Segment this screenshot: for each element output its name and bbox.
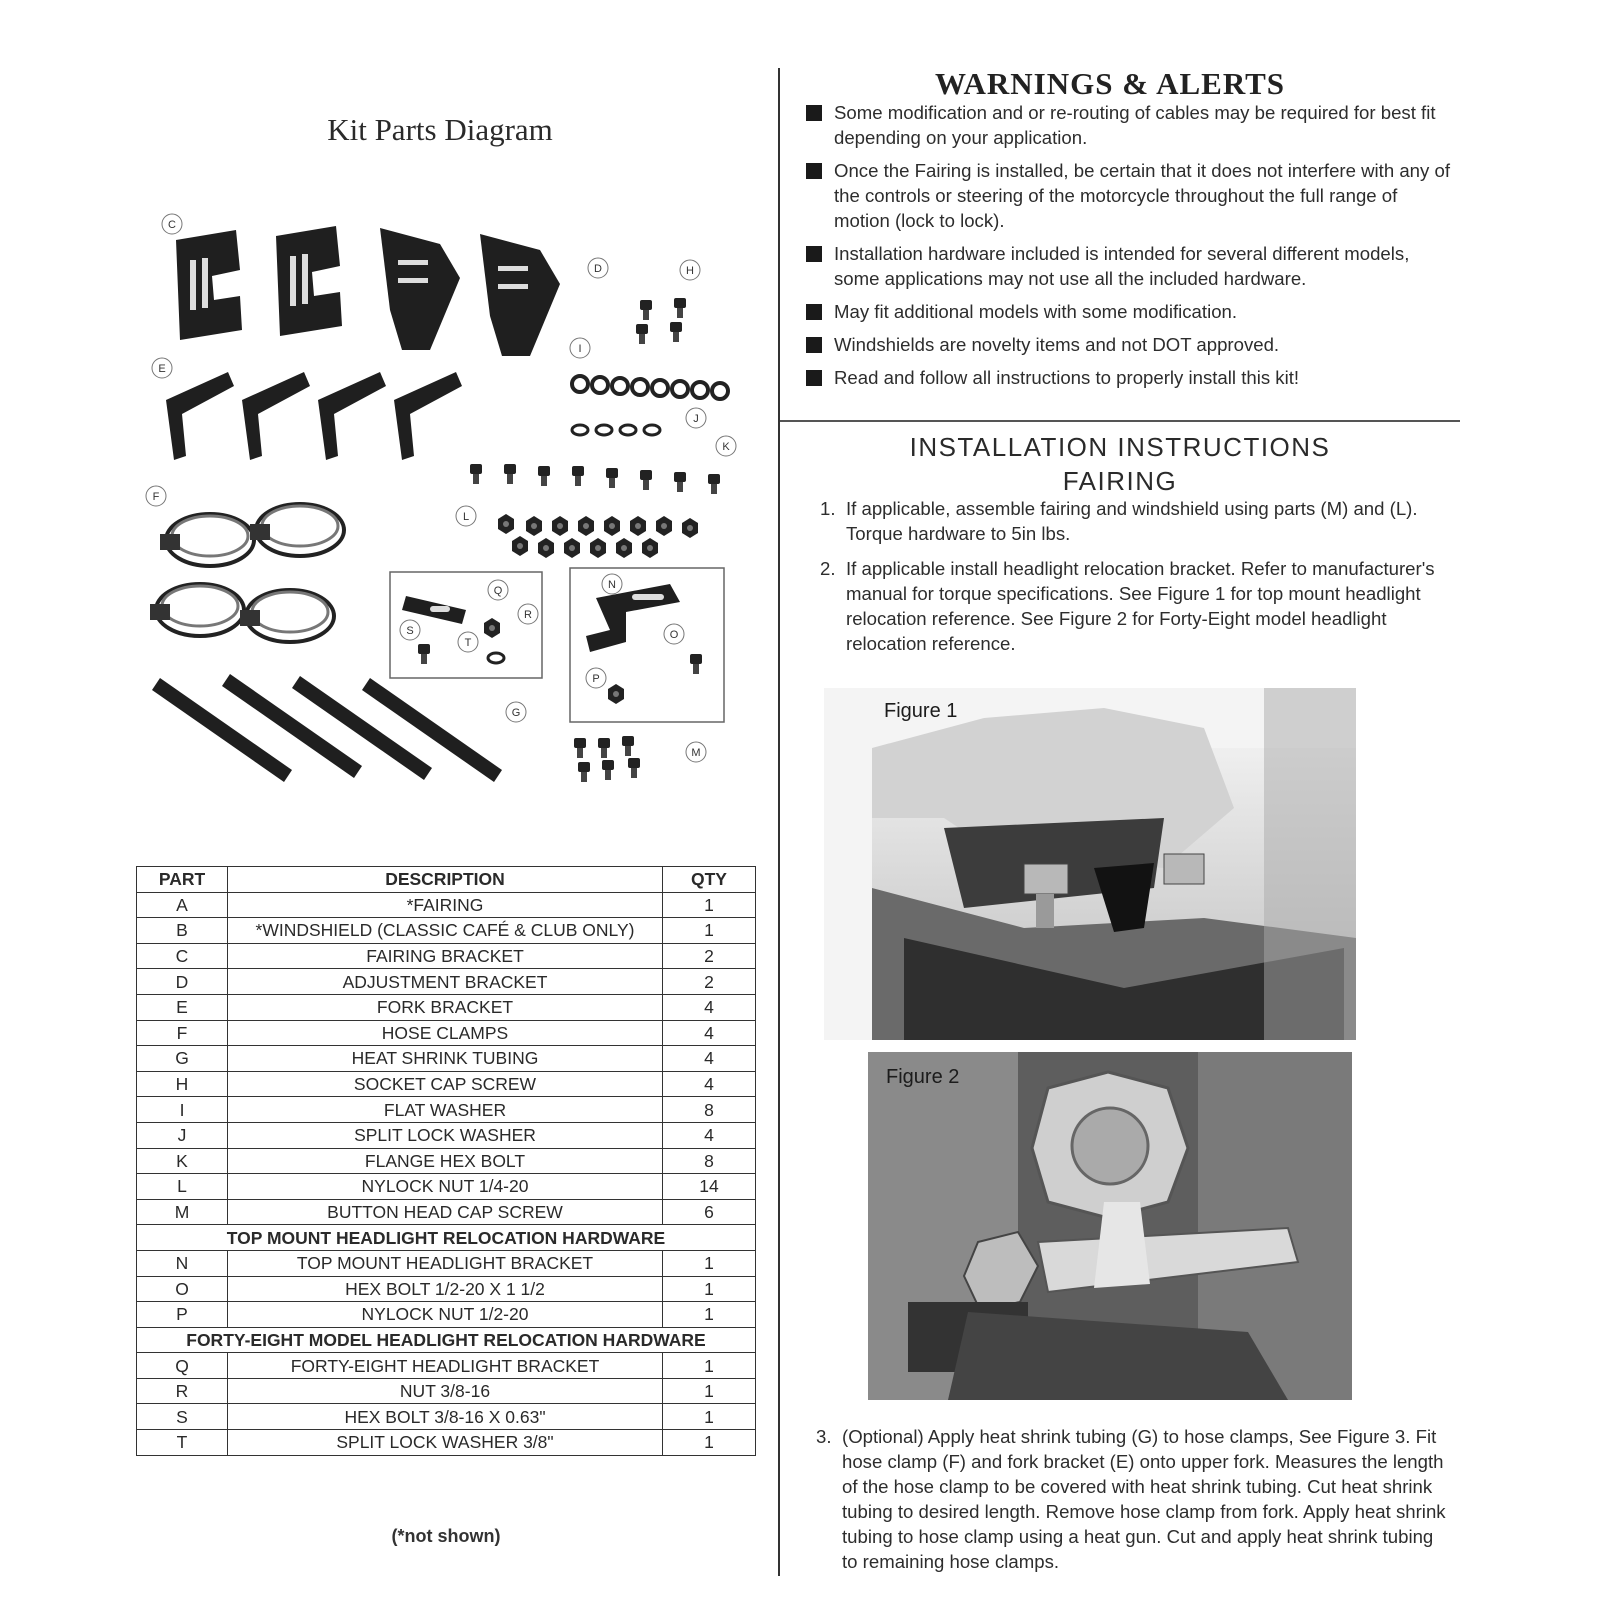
svg-text:T: T [464, 637, 472, 649]
cell-qty: 4 [663, 1046, 756, 1072]
fairing-subheading: FAIRING [1062, 466, 1178, 496]
table-row [137, 1353, 756, 1379]
callout-h [680, 260, 700, 280]
cell-part: I [137, 1097, 228, 1123]
cell-qty: 2 [663, 969, 756, 995]
cell-part: Q [137, 1353, 228, 1379]
svg-text:H: H [686, 265, 694, 277]
callout-l [456, 506, 476, 526]
table-row [137, 1430, 756, 1456]
figure-2 [868, 1052, 1352, 1400]
callout-c [162, 214, 182, 234]
step-text: (Optional) Apply heat shrink tubing (G) to hose clamps, See Figure 3. Fit hose clamp (F) and fork bracket (E) onto upper fork. Measures the length of the hose clamp to be covered with heat shrink tubing. Cut heat shrink tubing to desired length. Remove hose clamp from fork. Apply heat shrink tubing to hose clamp using a heat gun. Cut and apply heat shrink tubing to remaining hose clamps. [842, 1426, 1446, 1572]
figure-1-photo [824, 688, 1356, 1040]
cell-description: FORTY-EIGHT HEADLIGHT BRACKET [228, 1353, 663, 1379]
cell-qty: 8 [663, 1148, 756, 1174]
warning-item: May fit additional models with some modification. [806, 299, 1456, 324]
cell-description: SPLIT LOCK WASHER [228, 1122, 663, 1148]
cell-qty: 1 [663, 1404, 756, 1430]
table-row [137, 1148, 756, 1174]
cell-part: R [137, 1378, 228, 1404]
cell-part: D [137, 969, 228, 995]
socket-cap-screw-h [636, 298, 686, 344]
svg-text:O: O [669, 629, 679, 641]
diagram-title: Kit Parts Diagram [327, 112, 553, 147]
cell-qty: 4 [663, 1071, 756, 1097]
warning-item: Some modification and or re-routing of cables may be required for best fit depending on your application. [806, 100, 1456, 150]
callout-j [686, 408, 706, 428]
cell-part: J [137, 1122, 228, 1148]
cell-description: *FAIRING [228, 892, 663, 918]
cell-qty: 1 [663, 918, 756, 944]
cell-part: A [137, 892, 228, 918]
table-row [137, 1071, 756, 1097]
cell-description: *WINDSHIELD (CLASSIC CAFÉ & CLUB ONLY) [228, 918, 663, 944]
step-text: If applicable install headlight relocation bracket. Refer to manufacturer's manual for torque specifications. See Figure 1 for top mount headlight relocation reference. See Figure 2 for Forty-Eight model headlight relocation reference. [846, 558, 1435, 654]
svg-text:N: N [608, 579, 616, 591]
table-row [137, 1199, 756, 1225]
fairing-bracket-c [176, 226, 342, 340]
figure-2-label: Figure 2 [886, 1066, 960, 1088]
installation-title [800, 430, 1440, 498]
cell-qty: 1 [663, 1378, 756, 1404]
svg-text:S: S [406, 625, 414, 637]
callout-o [664, 624, 684, 644]
cell-qty: 14 [663, 1174, 756, 1200]
warning-item: Read and follow all instructions to properly install this kit! [806, 365, 1456, 390]
cell-description: BUTTON HEAD CAP SCREW [228, 1199, 663, 1225]
kit-parts-illustration [140, 200, 760, 820]
svg-text:G: G [511, 707, 521, 719]
cell-description: NYLOCK NUT 1/4-20 [228, 1174, 663, 1200]
table-section-row [137, 1327, 756, 1353]
warning-item: Installation hardware included is intended for several different models, some applications may not use all the included hardware. [806, 241, 1456, 291]
table-section-row [137, 1225, 756, 1251]
cell-qty: 1 [663, 1302, 756, 1328]
table-row [137, 943, 756, 969]
figure-1 [824, 688, 1356, 1040]
cell-qty: 2 [663, 943, 756, 969]
section-divider [780, 420, 1460, 422]
square-bullet-icon [806, 105, 822, 121]
cell-qty: 6 [663, 1199, 756, 1225]
callout-f [146, 486, 166, 506]
split-lock-washer-j [572, 425, 660, 435]
nylock-nut-l [498, 514, 698, 558]
cell-part: S [137, 1404, 228, 1430]
cell-qty: 4 [663, 1122, 756, 1148]
svg-text:R: R [524, 609, 532, 621]
cell-description: HOSE CLAMPS [228, 1020, 663, 1046]
cell-description: HEAT SHRINK TUBING [228, 1046, 663, 1072]
svg-text:F: F [152, 491, 160, 503]
warning-item: Windshields are novelty items and not DOT approved. [806, 332, 1456, 357]
table-row [137, 1404, 756, 1430]
cell-part: P [137, 1302, 228, 1328]
callout-m [686, 742, 706, 762]
parts-table [136, 866, 756, 1456]
svg-text:L: L [462, 511, 470, 523]
table-row [137, 1250, 756, 1276]
callout-q [488, 580, 508, 600]
cell-part: H [137, 1071, 228, 1097]
not-shown-note: (*not shown) [391, 1526, 501, 1546]
heat-shrink-tubing-g [152, 674, 502, 782]
cell-description: FAIRING BRACKET [228, 943, 663, 969]
callout-d [588, 258, 608, 278]
cell-description: TOP MOUNT HEADLIGHT BRACKET [228, 1250, 663, 1276]
step-text: If applicable, assemble fairing and windshield using parts (M) and (L). Torque hardware to 5in lbs. [846, 498, 1418, 544]
cell-description: NYLOCK NUT 1/2-20 [228, 1302, 663, 1328]
svg-text:I: I [578, 343, 582, 355]
callout-k [716, 436, 736, 456]
step-3 [816, 1424, 1448, 1574]
cell-part: O [137, 1276, 228, 1302]
table-row [137, 918, 756, 944]
section-heading: FORTY-EIGHT MODEL HEADLIGHT RELOCATION HARDWARE [137, 1327, 756, 1353]
cell-description: FORK BRACKET [228, 994, 663, 1020]
cell-qty: 4 [663, 994, 756, 1020]
table-row [137, 969, 756, 995]
table-row [137, 892, 756, 918]
cell-part: B [137, 918, 228, 944]
square-bullet-icon [806, 304, 822, 320]
square-bullet-icon [806, 163, 822, 179]
cell-qty: 1 [663, 1430, 756, 1456]
cell-description: FLAT WASHER [228, 1097, 663, 1123]
cell-qty: 1 [663, 1276, 756, 1302]
table-header-row [137, 867, 756, 893]
cell-part: T [137, 1430, 228, 1456]
callout-n [602, 574, 622, 594]
step-number: 3. [816, 1426, 832, 1447]
warnings-title: WARNINGS & ALERTS [934, 66, 1286, 101]
cell-description: HEX BOLT 1/2-20 X 1 1/2 [228, 1276, 663, 1302]
flat-washer-i [572, 376, 728, 399]
cell-qty: 8 [663, 1097, 756, 1123]
svg-text:Q: Q [493, 585, 503, 597]
cell-qty: 1 [663, 1250, 756, 1276]
column-divider [778, 68, 780, 1576]
cell-description: SPLIT LOCK WASHER 3/8" [228, 1430, 663, 1456]
section-heading: TOP MOUNT HEADLIGHT RELOCATION HARDWARE [137, 1225, 756, 1251]
cell-qty: 1 [663, 892, 756, 918]
step-2 [820, 556, 1446, 656]
callout-e [152, 358, 172, 378]
svg-text:E: E [158, 363, 166, 375]
table-row [137, 1122, 756, 1148]
cell-part: K [137, 1148, 228, 1174]
svg-text:K: K [722, 441, 730, 453]
figure-1-label: Figure 1 [884, 700, 958, 722]
svg-text:P: P [592, 673, 600, 685]
svg-text:D: D [594, 263, 602, 275]
cell-part: G [137, 1046, 228, 1072]
square-bullet-icon [806, 337, 822, 353]
callout-g [506, 702, 526, 722]
cell-description: ADJUSTMENT BRACKET [228, 969, 663, 995]
cell-description: NUT 3/8-16 [228, 1378, 663, 1404]
svg-text:J: J [693, 413, 699, 425]
table-row [137, 994, 756, 1020]
adjustment-bracket-d [380, 228, 560, 356]
cell-description: HEX BOLT 3/8-16 X 0.63" [228, 1404, 663, 1430]
cell-qty: 4 [663, 1020, 756, 1046]
installation-heading: INSTALLATION INSTRUCTIONS [909, 432, 1331, 462]
top-mount-hardware-box [570, 568, 724, 722]
col-header-part: PART [137, 867, 228, 893]
col-header-description: DESCRIPTION [228, 867, 663, 893]
cell-description: SOCKET CAP SCREW [228, 1071, 663, 1097]
table-row [137, 1302, 756, 1328]
callout-s [400, 620, 420, 640]
callout-r [518, 604, 538, 624]
table-row [137, 1097, 756, 1123]
figure-2-photo [868, 1052, 1352, 1400]
svg-text:C: C [168, 219, 176, 231]
table-row [137, 1046, 756, 1072]
callout-t [458, 632, 478, 652]
table-row [137, 1378, 756, 1404]
square-bullet-icon [806, 246, 822, 262]
cell-description: FLANGE HEX BOLT [228, 1148, 663, 1174]
cell-part: N [137, 1250, 228, 1276]
cell-part: F [137, 1020, 228, 1046]
svg-text:M: M [691, 747, 701, 759]
fork-bracket-e [166, 372, 462, 460]
cell-qty: 1 [663, 1353, 756, 1379]
callout-i [570, 338, 590, 358]
table-row [137, 1174, 756, 1200]
cell-part: E [137, 994, 228, 1020]
square-bullet-icon [806, 370, 822, 386]
table-row [137, 1020, 756, 1046]
warning-item: Once the Fairing is installed, be certain that it does not interfere with any of the controls or steering of the motorcycle throughout the full range of motion (lock to lock). [806, 158, 1456, 233]
step-number: 2. [820, 558, 836, 579]
flange-hex-bolt-k [470, 464, 720, 494]
table-row [137, 1276, 756, 1302]
cell-part: C [137, 943, 228, 969]
warnings-list [806, 100, 1456, 398]
col-header-qty: QTY [663, 867, 756, 893]
step-1 [820, 496, 1446, 546]
callout-p [586, 668, 606, 688]
button-head-cap-screw-m [574, 736, 640, 782]
cell-part: M [137, 1199, 228, 1225]
cell-part: L [137, 1174, 228, 1200]
parts-table-body [137, 892, 756, 1455]
step-number: 1. [820, 498, 836, 519]
hose-clamp-f [150, 504, 344, 642]
